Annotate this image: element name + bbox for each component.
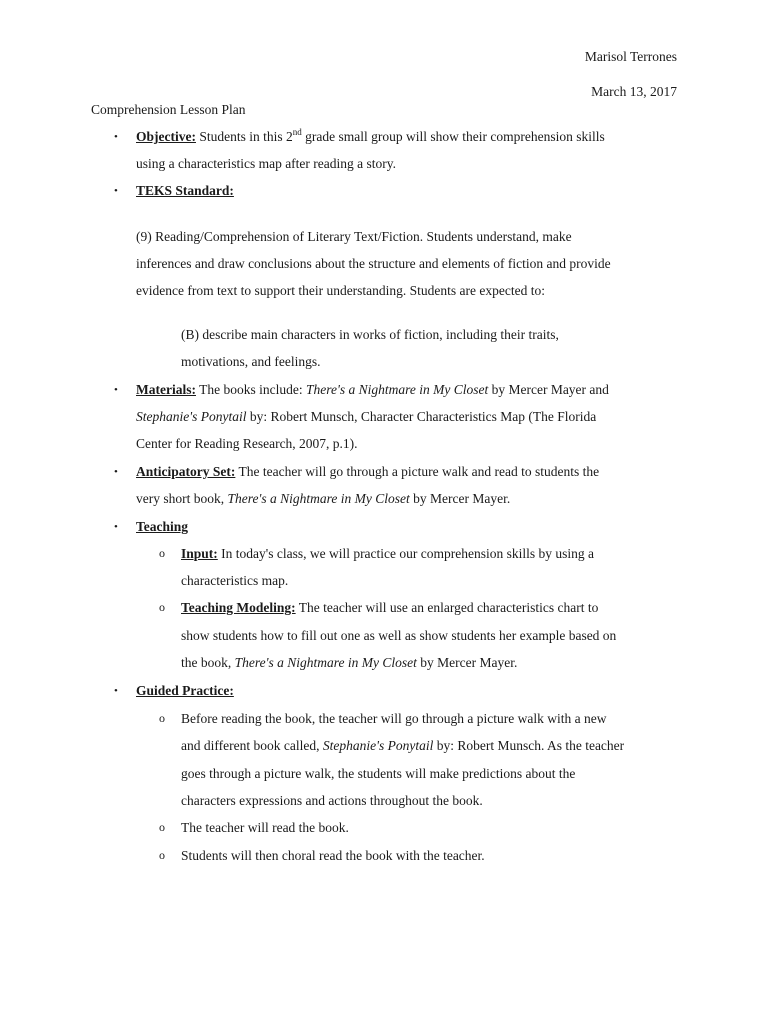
materials-line-3: Center for Reading Research, 2007, p.1).	[136, 436, 358, 451]
anticipatory-text: The teacher will go through a picture walk and read to students the	[235, 464, 600, 479]
bullet-materials: •	[114, 384, 118, 396]
guided-text: and different book called,	[181, 738, 323, 753]
materials-text: by Mercer Mayer and	[488, 382, 609, 397]
book-title: There's a Nightmare in My Closet	[227, 491, 410, 506]
guided-label: Guided Practice:	[136, 683, 234, 698]
sub-bullet-guided-1: o	[159, 711, 165, 725]
document-date: March 13, 2017	[591, 84, 677, 99]
input-line-1	[181, 547, 594, 561]
guided-heading	[136, 684, 234, 698]
anticipatory-label: Anticipatory Set:	[136, 464, 236, 479]
modeling-text: The teacher will use an enlarged characteristics chart to	[295, 600, 599, 615]
guided-item1-line-3: goes through a picture walk, the students will make predictions about the	[181, 766, 576, 781]
sub-bullet-input: o	[159, 546, 165, 560]
materials-line-1	[136, 383, 609, 397]
objective-label: Objective:	[136, 129, 196, 144]
teks-para-line-3: evidence from text to support their understanding. Students are expected to:	[136, 283, 546, 298]
bullet-objective: •	[114, 131, 118, 143]
anticipatory-line-2	[136, 492, 510, 506]
guided-item1-line-2	[181, 739, 624, 753]
teks-label: TEKS Standard:	[136, 183, 234, 198]
materials-text: The books include:	[195, 382, 306, 397]
input-line-2: characteristics map.	[181, 573, 289, 588]
input-text: In today's class, we will practice our comprehension skills by using a	[217, 546, 595, 561]
teks-sub-line-1: (B) describe main characters in works of fiction, including their traits,	[181, 327, 559, 342]
anticipatory-text: by Mercer Mayer.	[409, 491, 511, 506]
teaching-heading	[136, 520, 188, 534]
modeling-line-3	[181, 656, 517, 670]
author-name: Marisol Terrones	[584, 49, 677, 64]
sub-bullet-guided-3: o	[159, 848, 165, 862]
objective-sup: nd	[292, 127, 302, 137]
sub-bullet-modeling: o	[159, 600, 165, 614]
bullet-teks: •	[114, 185, 118, 197]
book-title: There's a Nightmare in My Closet	[305, 382, 489, 397]
modeling-line-2: show students how to fill out one as well as show students her example based on	[181, 628, 617, 643]
input-label: Input:	[181, 546, 218, 561]
anticipatory-line-1	[136, 465, 599, 479]
objective-line-2: using a characteristics map after reading a story.	[136, 156, 397, 171]
materials-label: Materials:	[136, 382, 196, 397]
objective-line-1	[136, 127, 605, 144]
book-title: Stephanie's Ponytail	[136, 409, 247, 424]
guided-item1-line-4: characters expressions and actions throughout the book.	[181, 793, 483, 808]
document-title: Comprehension Lesson Plan	[91, 102, 246, 117]
bullet-anticipatory: •	[114, 466, 118, 478]
sub-bullet-guided-2: o	[159, 820, 165, 834]
modeling-text: the book,	[181, 655, 235, 670]
book-title: Stephanie's Ponytail	[322, 738, 434, 753]
teks-heading	[136, 184, 234, 198]
guided-item2: The teacher will read the book.	[181, 820, 349, 835]
materials-line-2	[136, 410, 596, 424]
guided-item1-line-1: Before reading the book, the teacher will go through a picture walk with a new	[181, 711, 607, 726]
objective-text-a: Students in this 2	[195, 129, 293, 144]
objective-text-b: grade small group will show their comprehension skills	[301, 129, 605, 144]
guided-text: by: Robert Munsch. As the teacher	[433, 738, 625, 753]
guided-item3: Students will then choral read the book with the teacher.	[181, 848, 485, 863]
teks-para-line-2: inferences and draw conclusions about the structure and elements of fiction and provide	[136, 256, 611, 271]
modeling-label: Teaching Modeling:	[181, 600, 296, 615]
modeling-line-1	[181, 601, 598, 615]
book-title: There's a Nightmare in My Closet	[234, 655, 417, 670]
modeling-text: by Mercer Mayer.	[416, 655, 518, 670]
materials-text: by: Robert Munsch, Character Characteristics Map (The Florida	[246, 409, 597, 424]
teaching-label: Teaching	[136, 519, 189, 534]
bullet-guided: •	[114, 685, 118, 697]
teks-para-line-1: (9) Reading/Comprehension of Literary Text/Fiction. Students understand, make	[136, 229, 572, 244]
bullet-teaching: •	[114, 521, 118, 533]
teks-sub-line-2: motivations, and feelings.	[181, 354, 321, 369]
anticipatory-text: very short book,	[136, 491, 228, 506]
